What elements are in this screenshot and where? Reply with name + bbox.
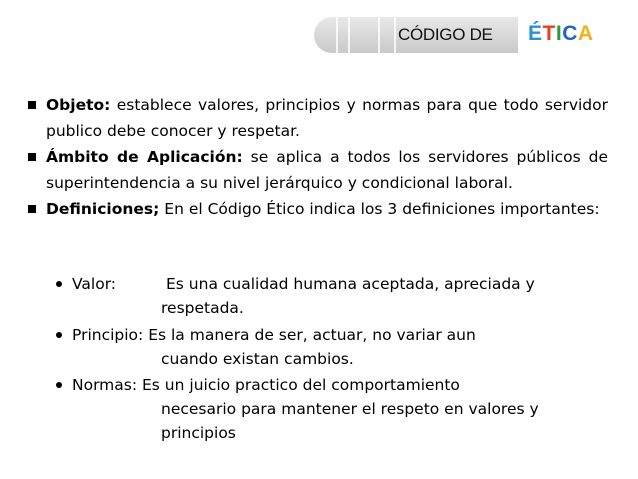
logo-letter: C <box>562 22 578 45</box>
definition-text-cont: respetada. <box>161 299 244 317</box>
logo-letter: É <box>528 22 543 45</box>
section-definiciones <box>28 196 608 222</box>
section-text: En el Código Ético indica los 3 definiciones importantes: <box>159 200 600 218</box>
definition-term: Valor: <box>72 275 117 293</box>
definition-term: Normas: <box>72 376 138 394</box>
logo-letter: T <box>542 22 556 45</box>
square-bullet-icon <box>28 101 36 109</box>
definition-normas <box>56 373 616 445</box>
etica-logo <box>528 22 594 46</box>
square-bullet-icon <box>28 205 36 213</box>
definition-text-cont: principios <box>161 424 236 442</box>
logo-letter: A <box>577 22 594 45</box>
section-ambito <box>28 144 608 196</box>
definition-text-cont: necesario para mantener el respeto en valores y <box>161 400 539 418</box>
section-objeto <box>28 92 608 144</box>
bullet-dot-icon <box>56 332 62 338</box>
square-bullet-icon <box>28 153 36 161</box>
definition-principio <box>56 323 616 371</box>
section-term: Objeto: <box>46 96 111 114</box>
section-text: se aplica a todos los servidores públicos de superintendencia a su nivel jerárquico y condicional laboral. <box>46 148 608 192</box>
section-term: Ámbito de Aplicación: <box>46 148 243 166</box>
header-title: CÓDIGO DE <box>398 25 493 44</box>
section-text: establece valores, principios y normas para que todo servidor publico debe conocer y respetar. <box>46 96 608 140</box>
definition-text: Es una cualidad humana aceptada, apreciada y <box>166 275 535 293</box>
section-term: Definiciones; <box>46 200 160 218</box>
definition-text-cont: cuando existan cambios. <box>161 350 354 368</box>
definition-text: Es un juicio practico del comportamiento <box>142 376 460 394</box>
definition-text: Es la manera de ser, actuar, no variar aun <box>148 326 476 344</box>
bullet-dot-icon <box>56 281 62 287</box>
logo-letter: I <box>555 22 563 45</box>
definition-term: Principio: <box>72 326 144 344</box>
bullet-dot-icon <box>56 382 62 388</box>
definition-valor <box>56 272 616 320</box>
